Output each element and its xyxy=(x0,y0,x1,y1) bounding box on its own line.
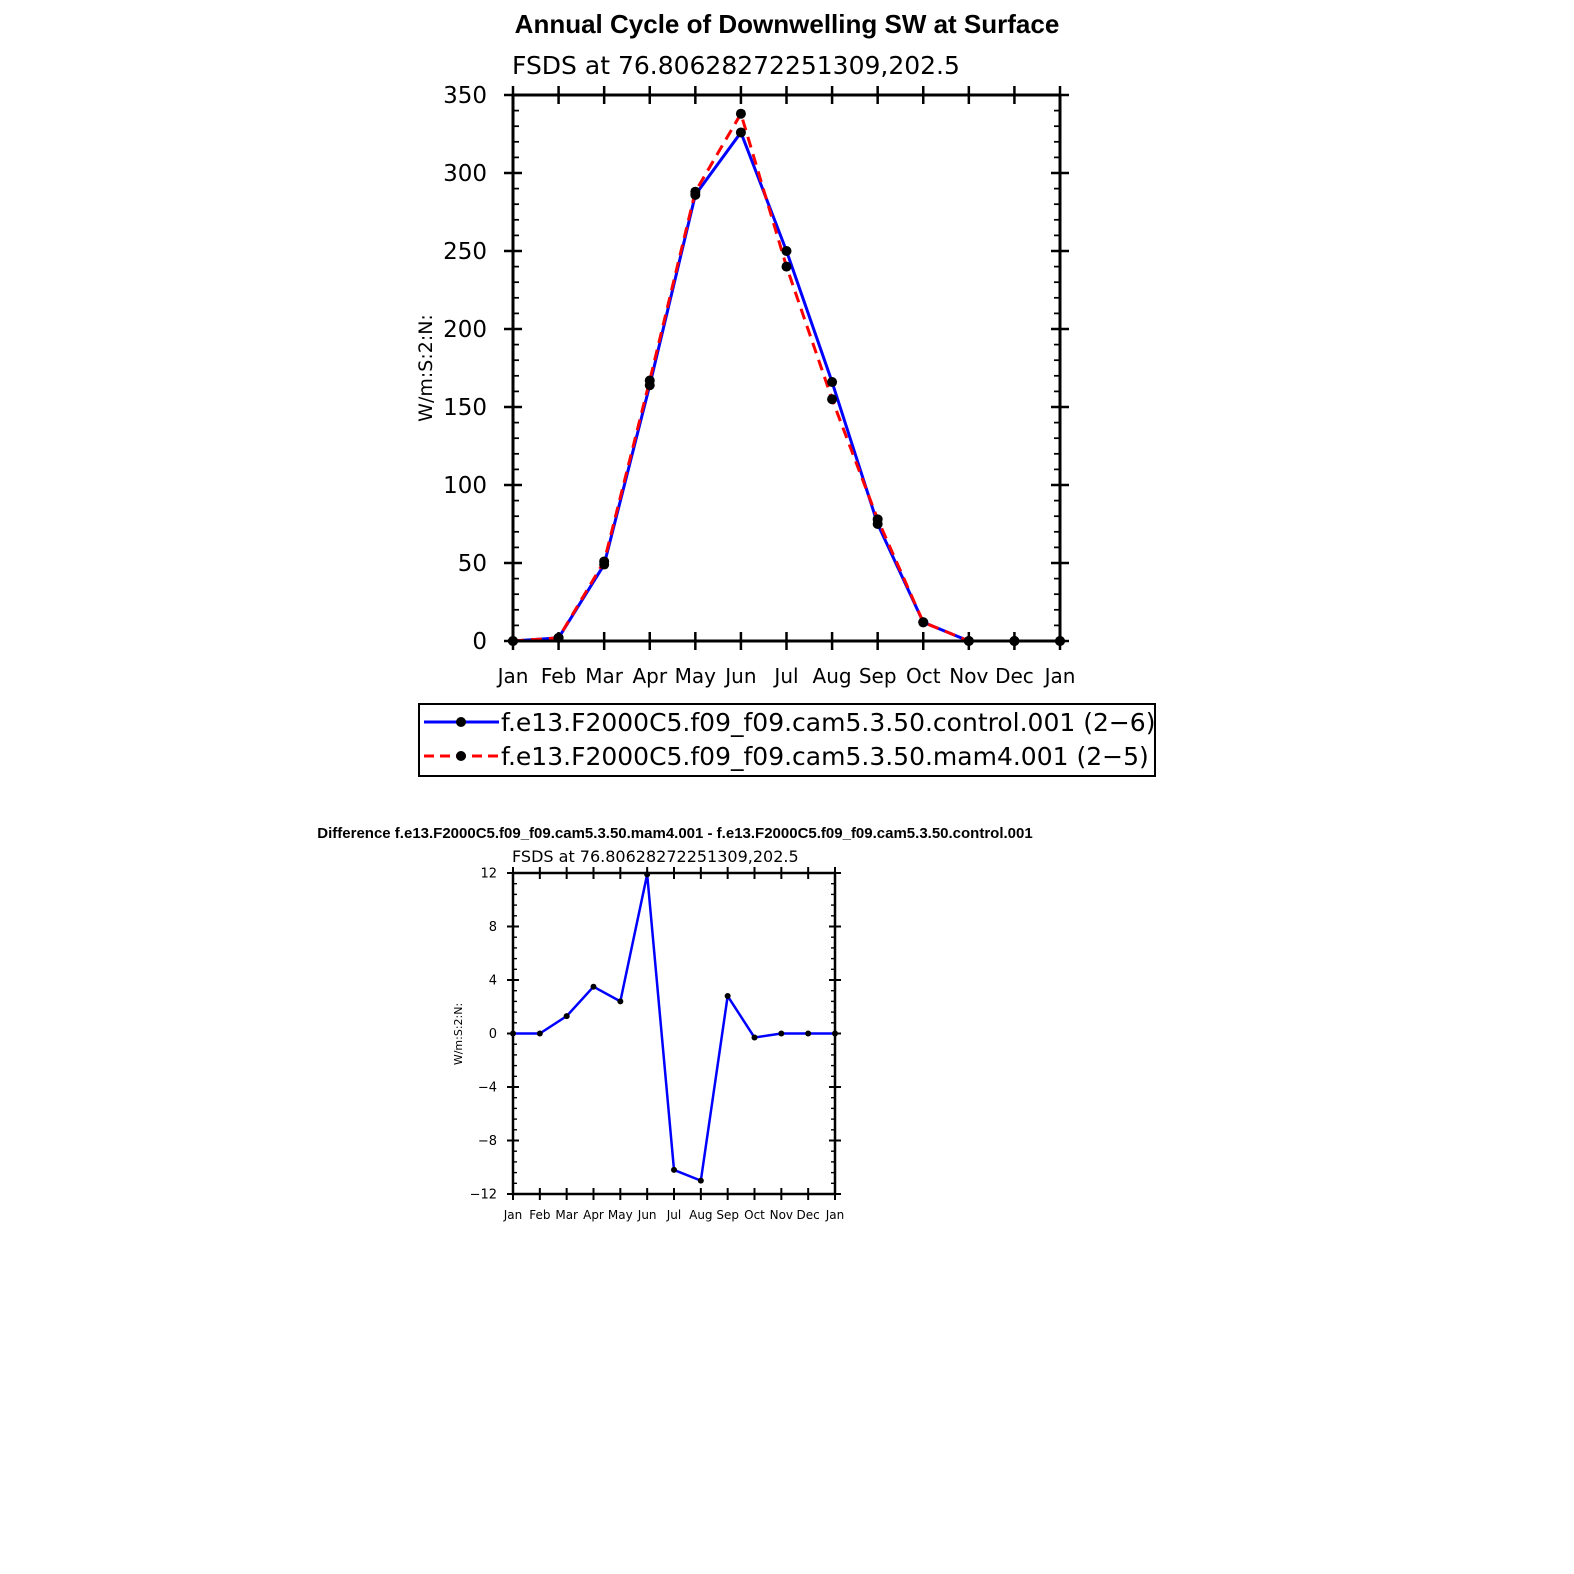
legend xyxy=(419,704,1155,776)
y-axis-label: W/m:S:2:N: xyxy=(452,1002,465,1066)
y-tick-label: −8 xyxy=(477,1134,497,1150)
series-group xyxy=(508,109,1065,646)
y-tick-labels xyxy=(443,83,487,655)
x-tick-label: May xyxy=(674,664,717,688)
x-tick-label: May xyxy=(607,1208,633,1222)
x-tick-label: Nov xyxy=(769,1208,794,1222)
series-1-point xyxy=(736,109,746,119)
x-tick-label: Nov xyxy=(949,664,989,688)
x-tick-label: Feb xyxy=(529,1208,551,1222)
x-tick-label: Jun xyxy=(637,1208,657,1222)
axis-ticks xyxy=(504,86,1069,650)
legend-marker-mam4 xyxy=(456,751,466,761)
series-0-point xyxy=(805,1031,811,1037)
y-tick-label: 8 xyxy=(488,920,497,936)
series-0-point xyxy=(736,127,746,137)
series-line-1 xyxy=(513,114,1060,641)
series-1-point xyxy=(827,394,837,404)
series-0-point xyxy=(778,1031,784,1037)
y-tick-label: 250 xyxy=(443,239,487,266)
series-0-point xyxy=(564,1013,570,1019)
x-tick-label: Dec xyxy=(995,664,1034,688)
x-tick-label: Oct xyxy=(744,1208,765,1222)
plot-frame xyxy=(513,95,1060,641)
chart-title: Difference f.e13.F2000C5.f09_f09.cam5.3.50.mam4.001 - f.e13.F2000C5.f09_f09.cam5.3.50.control.001 xyxy=(317,825,1033,842)
series-1-point xyxy=(690,187,700,197)
chart-title: Annual Cycle of Downwelling SW at Surface xyxy=(514,9,1060,39)
chart-subtitle: FSDS at 76.80628272251309,202.5 xyxy=(512,51,960,80)
y-tick-labels xyxy=(470,867,497,1203)
y-tick-label: 12 xyxy=(480,866,497,882)
legend-marker-control xyxy=(456,717,466,727)
x-tick-label: Jan xyxy=(497,664,529,688)
x-tick-label: Jul xyxy=(774,664,799,688)
difference-chart xyxy=(317,825,1032,1222)
series-0-point xyxy=(698,1178,704,1184)
annual-cycle-chart xyxy=(415,9,1155,776)
y-tick-label: 300 xyxy=(443,161,487,188)
series-1-point xyxy=(645,375,655,385)
x-tick-label: Jan xyxy=(1044,664,1076,688)
y-tick-label: −12 xyxy=(469,1187,497,1203)
legend-label-mam4: f.e13.F2000C5.f09_f09.cam5.3.50.mam4.001 (2−5) xyxy=(501,742,1149,771)
x-tick-label: Jan xyxy=(503,1208,523,1222)
series-group xyxy=(510,871,838,1183)
legend-label-control: f.e13.F2000C5.f09_f09.cam5.3.50.control.001 (2−6) xyxy=(501,708,1156,737)
series-line-0 xyxy=(513,874,835,1180)
series-0-point xyxy=(617,998,623,1004)
y-tick-label: 350 xyxy=(443,83,487,110)
series-0-point xyxy=(752,1035,758,1041)
series-1-point xyxy=(918,617,928,627)
x-tick-label: Feb xyxy=(540,664,577,688)
series-0-point xyxy=(591,984,597,990)
series-0-point xyxy=(782,246,792,256)
y-tick-label: 150 xyxy=(443,395,487,422)
y-tick-label: 50 xyxy=(457,551,487,578)
x-tick-label: Mar xyxy=(585,664,624,688)
x-tick-label: Aug xyxy=(689,1208,713,1222)
x-tick-label: Aug xyxy=(812,664,852,688)
x-tick-labels xyxy=(496,664,1076,688)
x-tick-label: Jan xyxy=(825,1208,845,1222)
series-1-point xyxy=(599,556,609,566)
x-tick-label: Oct xyxy=(905,664,941,688)
y-tick-label: 100 xyxy=(443,473,487,500)
chart-subtitle: FSDS at 76.80628272251309,202.5 xyxy=(512,847,799,866)
y-tick-label: 200 xyxy=(443,317,487,344)
series-1-point xyxy=(873,514,883,524)
y-tick-label: 4 xyxy=(488,973,497,989)
y-tick-label: 0 xyxy=(488,1027,497,1043)
x-tick-label: Dec xyxy=(796,1208,820,1222)
x-tick-label: Mar xyxy=(555,1208,578,1222)
x-tick-label: Sep xyxy=(858,664,897,688)
series-0-point xyxy=(725,993,731,999)
series-0-point xyxy=(537,1031,543,1037)
x-tick-labels xyxy=(503,1208,845,1222)
y-tick-label: 0 xyxy=(472,629,487,656)
series-line-0 xyxy=(513,132,1060,641)
x-tick-label: Jul xyxy=(666,1208,682,1222)
y-axis-label: W/m:S:2:N: xyxy=(415,314,437,422)
series-0-point xyxy=(671,1167,677,1173)
x-tick-label: Jun xyxy=(725,664,757,688)
x-tick-label: Sep xyxy=(716,1208,739,1222)
y-tick-label: −4 xyxy=(477,1080,497,1096)
series-0-point xyxy=(827,377,837,387)
series-1-point xyxy=(782,262,792,272)
x-tick-label: Apr xyxy=(583,1208,604,1222)
x-tick-label: Apr xyxy=(632,664,668,688)
